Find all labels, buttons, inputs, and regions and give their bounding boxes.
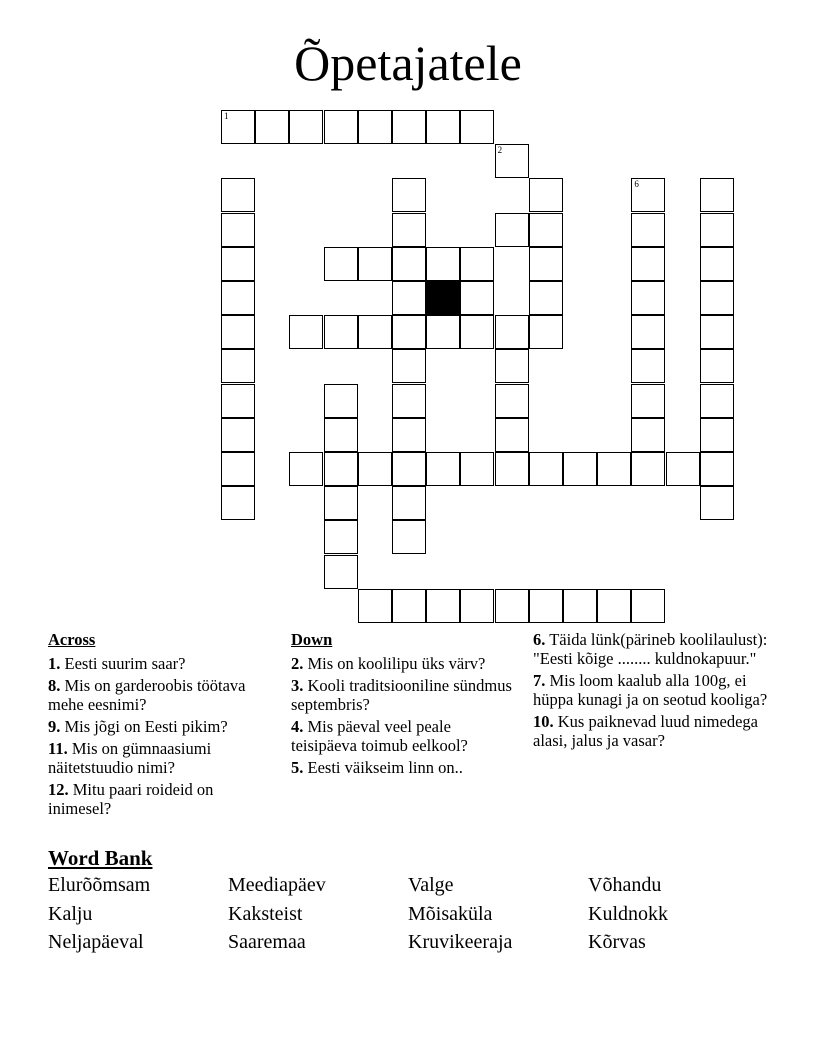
clue-item-text: Eesti suurim saar?: [60, 654, 186, 673]
blocked-cell: [426, 281, 460, 315]
across-clues: [48, 630, 276, 821]
grid-cell[interactable]: [631, 418, 665, 452]
grid-cell[interactable]: [324, 384, 358, 418]
across-heading: Across: [48, 630, 96, 649]
down-clue-list-continued: [533, 630, 773, 750]
grid-cell[interactable]: [426, 589, 460, 623]
grid-cell[interactable]: [221, 110, 255, 144]
grid-cell[interactable]: [392, 418, 426, 452]
clue-item: [48, 717, 276, 736]
clue-item-number: 7.: [533, 671, 546, 690]
clue-item-number: 11.: [48, 739, 68, 758]
clue-item: [533, 630, 773, 668]
grid-cell[interactable]: [700, 315, 734, 349]
grid-cell[interactable]: [495, 452, 529, 486]
grid-cell[interactable]: [392, 315, 426, 349]
word-bank-item: Kõrvas: [588, 931, 646, 953]
grid-cell[interactable]: [495, 589, 529, 623]
clue-item: [48, 654, 276, 673]
clue-number: 2: [497, 145, 503, 156]
across-clue-list: [48, 654, 276, 818]
grid-cell[interactable]: [700, 213, 734, 247]
clue-item: [48, 780, 276, 818]
grid-cell[interactable]: [221, 486, 255, 520]
grid-cell[interactable]: [392, 452, 426, 486]
grid-cell[interactable]: [358, 452, 392, 486]
grid-cell[interactable]: [392, 178, 426, 212]
word-bank-item: Kruvikeeraja: [408, 931, 513, 953]
word-bank-item: Saaremaa: [228, 931, 306, 953]
grid-cell[interactable]: [631, 589, 665, 623]
grid-cell[interactable]: [700, 178, 734, 212]
grid-cell[interactable]: [597, 589, 631, 623]
grid-cell[interactable]: [358, 110, 392, 144]
word-bank-item: Kuldnokk: [588, 902, 668, 925]
grid-cell[interactable]: [529, 589, 563, 623]
clue-item: [48, 739, 276, 777]
clue-item-number: 12.: [48, 780, 69, 799]
grid-cell[interactable]: [324, 452, 358, 486]
grid-cell[interactable]: [700, 349, 734, 383]
grid-cell[interactable]: [426, 110, 460, 144]
clue-item-text: Kus paiknevad luud nimedega alasi, jalus ja vasar?: [533, 712, 758, 750]
clue-item: [533, 712, 773, 750]
grid-cell[interactable]: [426, 247, 460, 281]
grid-cell[interactable]: [529, 281, 563, 315]
clue-item: [291, 676, 519, 714]
clue-item: [48, 676, 276, 714]
clue-item-text: Mis on koolilipu üks värv?: [303, 654, 486, 673]
grid-cell[interactable]: [631, 281, 665, 315]
word-bank-item: Võhandu: [588, 874, 662, 896]
grid-cell[interactable]: [700, 418, 734, 452]
down-clue-list: [291, 654, 519, 777]
word-bank-heading: Word Bank: [48, 846, 153, 870]
clue-item-text: Eesti väikseim linn on..: [303, 758, 463, 777]
clue-item-text: Mis on garderoobis töötava mehe eesnimi?: [48, 676, 246, 714]
clue-item-number: 1.: [48, 654, 61, 673]
grid-cell[interactable]: [495, 349, 529, 383]
grid-cell[interactable]: [631, 213, 665, 247]
grid-cell[interactable]: [460, 589, 494, 623]
grid-cell[interactable]: [597, 452, 631, 486]
grid-cell[interactable]: [460, 247, 494, 281]
grid-cell[interactable]: [460, 281, 494, 315]
grid-cell[interactable]: [460, 452, 494, 486]
grid-cell[interactable]: [392, 110, 426, 144]
grid-cell[interactable]: [700, 247, 734, 281]
grid-cell[interactable]: [289, 315, 323, 349]
grid-cell[interactable]: [529, 213, 563, 247]
grid-cell[interactable]: [666, 452, 700, 486]
grid-cell[interactable]: [358, 589, 392, 623]
grid-cell[interactable]: [221, 178, 255, 212]
grid-cell[interactable]: [631, 384, 665, 418]
word-bank-item: Kalju: [48, 902, 93, 925]
clue-item: [291, 717, 519, 755]
grid-cell[interactable]: [426, 452, 460, 486]
grid-cell[interactable]: [563, 589, 597, 623]
grid-cell[interactable]: [221, 384, 255, 418]
clue-item-text: Mitu paari roideid on inimesel?: [48, 780, 214, 818]
grid-cell[interactable]: [221, 349, 255, 383]
grid-cell[interactable]: [324, 555, 358, 589]
word-bank-item: Kaksteist: [228, 902, 303, 925]
grid-cell[interactable]: [392, 486, 426, 520]
grid-cell[interactable]: [324, 247, 358, 281]
grid-cell[interactable]: [324, 315, 358, 349]
clue-item-number: 5.: [291, 758, 304, 777]
clue-item-text: Täida lünk(pärineb koolilaulust): "Eesti kõige ........ kuldnokapuur.": [533, 630, 768, 668]
clue-number: 1: [224, 111, 229, 121]
clue-item-number: 9.: [48, 717, 61, 736]
grid-cell[interactable]: [392, 384, 426, 418]
grid-cell[interactable]: [221, 247, 255, 281]
grid-cell[interactable]: [631, 349, 665, 383]
grid-cell[interactable]: [221, 281, 255, 315]
clue-item-number: 3.: [291, 676, 304, 695]
grid-cell[interactable]: [392, 281, 426, 315]
word-bank-item: Meediapäev: [228, 874, 326, 896]
grid-cell[interactable]: [631, 247, 665, 281]
grid-cell[interactable]: [358, 315, 392, 349]
grid-cell[interactable]: [358, 247, 392, 281]
grid-cell[interactable]: [563, 452, 597, 486]
grid-cell[interactable]: [221, 418, 255, 452]
clue-item-text: Mis on gümnaasiumi näitetstuudio nimi?: [48, 739, 212, 777]
word-bank-item: Valge: [408, 874, 454, 896]
grid-cell[interactable]: [700, 486, 734, 520]
grid-cell[interactable]: [700, 281, 734, 315]
grid-cell[interactable]: [495, 315, 529, 349]
clue-item: [291, 654, 519, 673]
word-bank: [48, 874, 768, 960]
grid-cell[interactable]: [529, 247, 563, 281]
clue-number: 6: [634, 179, 639, 190]
down-clues-continued: [533, 630, 773, 753]
grid-cell[interactable]: [324, 110, 358, 144]
grid-cell[interactable]: [460, 110, 494, 144]
word-bank-item: Mõisaküla: [408, 902, 493, 925]
grid-cell[interactable]: [392, 520, 426, 554]
grid-cell[interactable]: [324, 486, 358, 520]
down-heading: Down: [291, 630, 333, 649]
clue-item: [291, 758, 519, 777]
grid-cell[interactable]: [529, 315, 563, 349]
clue-item-number: 10.: [533, 712, 554, 731]
grid-cell[interactable]: [529, 452, 563, 486]
puzzle-title: Õpetajatele: [294, 35, 522, 91]
grid-cell[interactable]: [289, 452, 323, 486]
grid-cell[interactable]: [324, 418, 358, 452]
grid-cell[interactable]: [392, 349, 426, 383]
word-bank-item: Elurõõmsam: [48, 874, 151, 896]
grid-cell[interactable]: [495, 418, 529, 452]
word-bank-item: Neljapäeval: [48, 931, 144, 953]
grid-cell[interactable]: [495, 213, 529, 247]
down-clues: [291, 630, 519, 780]
grid-cell[interactable]: [392, 589, 426, 623]
clue-item-number: 6.: [533, 630, 546, 649]
grid-cell[interactable]: [631, 452, 665, 486]
grid-cell[interactable]: [255, 110, 289, 144]
grid-cell[interactable]: [700, 452, 734, 486]
grid-cell[interactable]: [221, 213, 255, 247]
grid-cell[interactable]: [289, 110, 323, 144]
clue-item-text: Mis päeval veel peale teisipäeva toimub eelkool?: [291, 717, 468, 755]
clue-item-number: 8.: [48, 676, 61, 695]
clue-item-text: Mis jõgi on Eesti pikim?: [60, 717, 228, 736]
grid-cell[interactable]: [392, 247, 426, 281]
grid-cell[interactable]: [392, 213, 426, 247]
grid-cell[interactable]: [529, 178, 563, 212]
clue-item-text: Mis loom kaalub alla 100g, ei hüppa kunagi ja on seotud kooliga?: [533, 671, 768, 709]
clue-item-number: 2.: [291, 654, 304, 673]
grid-cell[interactable]: [631, 178, 665, 212]
clue-item-text: Kooli traditsiooniline sündmus septembris?: [291, 676, 512, 714]
grid-cell[interactable]: [221, 452, 255, 486]
grid-cell[interactable]: [460, 315, 494, 349]
grid-cell[interactable]: [495, 384, 529, 418]
grid-cell[interactable]: [426, 315, 460, 349]
clue-item-number: 4.: [291, 717, 304, 736]
grid-cell[interactable]: [700, 384, 734, 418]
grid-cell[interactable]: [221, 315, 255, 349]
grid-cell[interactable]: [631, 315, 665, 349]
clue-item: [533, 671, 773, 709]
grid-cell[interactable]: [495, 144, 529, 178]
grid-cell[interactable]: [324, 520, 358, 554]
